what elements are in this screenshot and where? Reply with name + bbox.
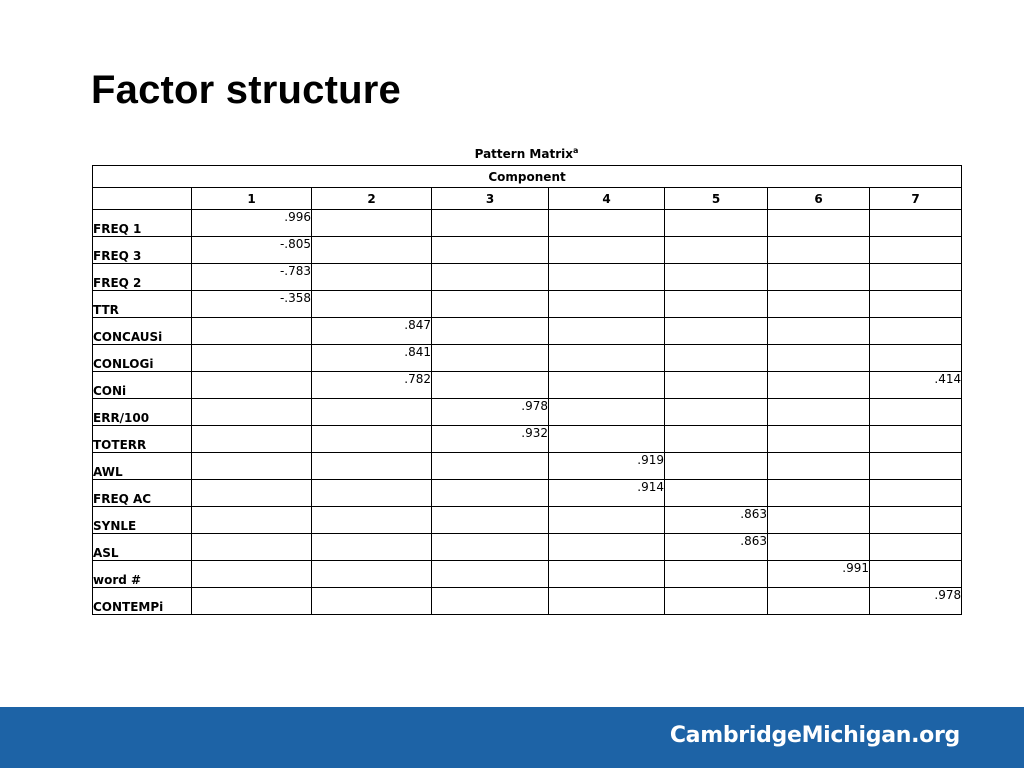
loading-cell	[549, 588, 665, 615]
table-row	[93, 453, 962, 480]
loading-cell: .978	[432, 399, 549, 426]
variable-name-cell: FREQ 2	[93, 264, 192, 291]
loading-cell	[768, 372, 870, 399]
loading-cell: -.358	[192, 291, 312, 318]
loading-cell	[192, 561, 312, 588]
loading-cell	[192, 318, 312, 345]
variable-name-cell: FREQ AC	[93, 480, 192, 507]
column-header: 3	[432, 188, 549, 210]
variable-name-cell: TTR	[93, 291, 192, 318]
loading-cell	[192, 372, 312, 399]
loading-cell	[312, 480, 432, 507]
table-row	[93, 318, 962, 345]
loading-cell	[870, 507, 962, 534]
variable-name-cell: TOTERR	[93, 426, 192, 453]
loading-cell	[665, 561, 768, 588]
loading-cell	[768, 264, 870, 291]
component-header: Component	[93, 166, 962, 188]
loading-cell	[432, 291, 549, 318]
loading-cell	[665, 480, 768, 507]
loading-cell	[665, 264, 768, 291]
matrix-caption-superscript: a	[572, 146, 579, 155]
variable-name-cell: ERR/100	[93, 399, 192, 426]
loading-cell	[665, 345, 768, 372]
loading-cell	[768, 426, 870, 453]
loading-cell	[870, 561, 962, 588]
loading-cell	[870, 345, 962, 372]
loading-cell	[432, 588, 549, 615]
loading-cell	[665, 588, 768, 615]
loading-cell	[768, 480, 870, 507]
loading-cell	[870, 291, 962, 318]
loading-cell	[432, 318, 549, 345]
loading-cell	[870, 318, 962, 345]
loading-cell	[665, 318, 768, 345]
loading-cell	[549, 561, 665, 588]
loading-cell	[870, 453, 962, 480]
loading-cell	[432, 210, 549, 237]
loading-cell	[312, 264, 432, 291]
variable-name-cell: CONi	[93, 372, 192, 399]
loading-cell	[665, 210, 768, 237]
loading-cell: .991	[768, 561, 870, 588]
loading-cell: .919	[549, 453, 665, 480]
loading-cell: -.783	[192, 264, 312, 291]
loading-cell	[192, 507, 312, 534]
loading-cell	[192, 345, 312, 372]
loading-cell	[312, 426, 432, 453]
row-label-header-blank	[93, 188, 192, 210]
loading-cell	[549, 399, 665, 426]
loading-cell	[768, 237, 870, 264]
loading-cell	[665, 426, 768, 453]
loading-cell	[192, 480, 312, 507]
table-row	[93, 210, 962, 237]
loading-cell: .996	[192, 210, 312, 237]
loading-cell	[432, 264, 549, 291]
table-row	[93, 372, 962, 399]
component-header-row	[93, 166, 962, 188]
loading-cell	[432, 561, 549, 588]
footer-bar	[0, 707, 1024, 768]
loading-cell	[870, 480, 962, 507]
loading-cell: .841	[312, 345, 432, 372]
loading-cell	[870, 237, 962, 264]
loading-cell	[312, 561, 432, 588]
slide-title: Factor structure	[91, 68, 401, 112]
loading-cell	[665, 453, 768, 480]
loading-cell	[432, 534, 549, 561]
loading-cell: .863	[665, 507, 768, 534]
loading-cell: .782	[312, 372, 432, 399]
loading-cell	[870, 534, 962, 561]
variable-name-cell: CONTEMPi	[93, 588, 192, 615]
table-row	[93, 480, 962, 507]
loading-cell	[768, 318, 870, 345]
loading-cell	[549, 345, 665, 372]
loading-cell	[432, 453, 549, 480]
column-header: 7	[870, 188, 962, 210]
loading-cell: -.805	[192, 237, 312, 264]
variable-name-cell: ASL	[93, 534, 192, 561]
loading-cell	[768, 453, 870, 480]
loading-cell	[192, 534, 312, 561]
loading-cell	[192, 453, 312, 480]
loading-cell	[312, 507, 432, 534]
loading-cell	[549, 210, 665, 237]
loading-cell	[768, 534, 870, 561]
loading-cell: .863	[665, 534, 768, 561]
table-row	[93, 399, 962, 426]
table-row	[93, 588, 962, 615]
loading-cell	[665, 237, 768, 264]
loading-cell	[192, 426, 312, 453]
loading-cell	[768, 588, 870, 615]
table-row	[93, 345, 962, 372]
column-number-row	[93, 188, 962, 210]
table-row	[93, 534, 962, 561]
loading-cell: .914	[549, 480, 665, 507]
loading-cell	[768, 291, 870, 318]
loading-cell	[549, 264, 665, 291]
loading-cell	[312, 237, 432, 264]
variable-name-cell: SYNLE	[93, 507, 192, 534]
loading-cell	[432, 480, 549, 507]
loading-cell	[768, 210, 870, 237]
variable-name-cell: CONCAUSi	[93, 318, 192, 345]
matrix-caption-text: Pattern Matrix	[474, 147, 573, 161]
loading-cell	[312, 588, 432, 615]
loading-cell	[870, 210, 962, 237]
column-header: 4	[549, 188, 665, 210]
loading-cell	[768, 507, 870, 534]
loading-cell	[432, 345, 549, 372]
variable-name-cell: AWL	[93, 453, 192, 480]
loading-cell	[870, 399, 962, 426]
loading-cell	[665, 372, 768, 399]
loading-cell	[549, 534, 665, 561]
loading-cell	[312, 453, 432, 480]
loading-cell	[665, 399, 768, 426]
variable-name-cell: FREQ 1	[93, 210, 192, 237]
matrix-body	[93, 210, 962, 615]
table-row	[93, 237, 962, 264]
loading-cell	[312, 399, 432, 426]
loading-cell	[549, 291, 665, 318]
loading-cell	[549, 318, 665, 345]
loading-cell: .847	[312, 318, 432, 345]
footer-brand-text: CambridgeMichigan.org	[669, 723, 960, 748]
loading-cell	[549, 372, 665, 399]
table-row	[93, 291, 962, 318]
loading-cell	[432, 237, 549, 264]
loading-cell	[312, 534, 432, 561]
matrix-caption	[92, 145, 961, 163]
column-header: 2	[312, 188, 432, 210]
loading-cell	[665, 291, 768, 318]
table-row	[93, 507, 962, 534]
variable-name-cell: FREQ 3	[93, 237, 192, 264]
loading-cell	[870, 264, 962, 291]
table-row	[93, 561, 962, 588]
loading-cell	[192, 399, 312, 426]
loading-cell: .932	[432, 426, 549, 453]
table-row	[93, 264, 962, 291]
loading-cell	[549, 237, 665, 264]
loading-cell	[768, 345, 870, 372]
loading-cell	[768, 399, 870, 426]
column-header: 5	[665, 188, 768, 210]
loading-cell	[312, 210, 432, 237]
variable-name-cell: word #	[93, 561, 192, 588]
loading-cell	[432, 507, 549, 534]
column-header: 6	[768, 188, 870, 210]
pattern-matrix-table	[92, 165, 962, 615]
loading-cell: .414	[870, 372, 962, 399]
table-row	[93, 426, 962, 453]
loading-cell	[192, 588, 312, 615]
loading-cell	[432, 372, 549, 399]
loading-cell	[549, 426, 665, 453]
loading-cell: .978	[870, 588, 962, 615]
column-header: 1	[192, 188, 312, 210]
variable-name-cell: CONLOGi	[93, 345, 192, 372]
loading-cell	[549, 507, 665, 534]
loading-cell	[312, 291, 432, 318]
loading-cell	[870, 426, 962, 453]
